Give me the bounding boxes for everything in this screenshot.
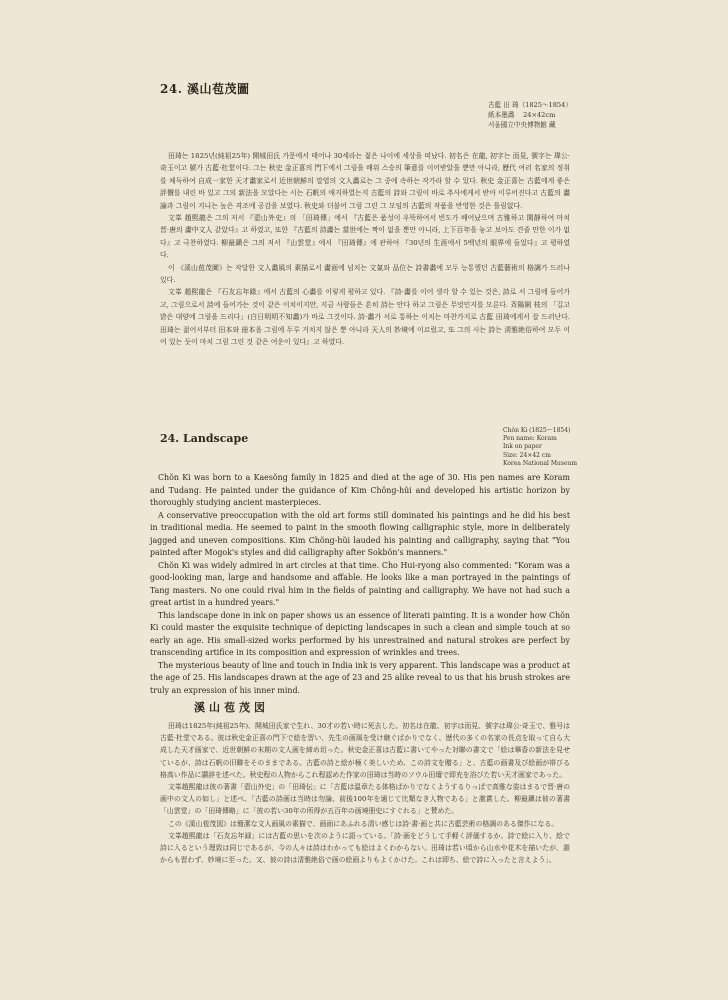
paragraph: 文峯趙熙龍は彼の著書「壺山外史」の「田琦伝」に「古藍は温章たる体格ばかりでなくようするりっぱで高雅な姿はまるで晋·唐の画中の文人の如し」と述べ、「古藍の詩画は当時は勿論、前後100年を通じて比類なき人物である」と激賞した。柳最鎭は彼の著書「山雲堂」の「田琦傳略」に「彼の若い30年の所得が五百年の画境册史にすぐれる」と賛めた。: [160, 783, 570, 816]
paragraph: 이 《溪山苞茂圖》는 작달한 文人畵風의 素描로서 畵面에 넘치는 文氣와 品位는 詩書畵에 모두 능통했던 古藍藝術의 格調가 드러나 있다.: [160, 263, 570, 285]
meta-line: Korea National Museum: [503, 459, 578, 467]
korean-body: [160, 150, 570, 349]
paragraph: Chŏn Ki was born to a Kaesŏng family in 1825 and died at the age of 30. His pen names are Koram and Tudang. He painted under the guidance of Kim Chŏng-hŭi and developed his artistic horizon by thoroughly studying ancient masterpieces.: [150, 473, 570, 507]
english-meta: [503, 427, 577, 468]
english-title: 24. Landscape: [160, 432, 249, 445]
paragraph: この《溪山苞茂図》は簡潔な文人画風の素描で、画面にあふれる清い感じは詩·書·画と共に古藍芸術の格調のある傑作になる。: [168, 819, 559, 828]
paragraph: This landscape done in ink on paper shows us an essence of literati painting. It is a wonder how Chŏn Ki could master the exquisite technique of depicting landscapes in such a clean and simple touch at so early an age. His small-sized works performed by his unrestrained and natural strokes are perfect by transcending artifice in its composition and expression of wrinkles and trees.: [150, 610, 570, 657]
korean-title: 24. 溪山苞茂圖: [160, 82, 250, 96]
korean-meta: [488, 100, 572, 130]
paragraph: 文峯 趙熙龍은 그의 저서 『壺山外史』의 「田琦傳」에서 『古藍은 품성이 우뚝하여서 빈도가 배어났으며 古雅하고 閑靜하여 마치 晋·唐의 畵中文人 같았다』고 하였고, 또한 『古藍의 詩畵는 當世에는 짝이 없을 뿐만 아니라, 上下百年을 놓고 보아도 견줄 만한 이가 없다』고 극찬하였다. 柳最鎭은 그의 저서 『山雲堂』에서 『田琦傳』에 관하여 『30년의 生涯에서 5백년의 眼界에 들었다』고 평하였다.: [160, 214, 570, 260]
meta-line: Ink on paper: [503, 443, 542, 451]
paragraph: Chŏn Ki was widely admired in art circles at that time. Cho Hui-ryong also commented: "Koram was a good-looking man, large and handsome and affable. He looks like a man portrayed in the paintings of Tang masters. No one could rival him in the fields of painting and calligraphy. We have not had such a great artist in a hundred years.": [150, 560, 570, 607]
paragraph: The mysterious beauty of line and touch in India ink is very apparent. This landscape was a product at the age of 25. His landscapes drawn at the age of 23 and 25 alike reveal to us that his brush strokes are truly an expression of his inner mind.: [150, 660, 570, 695]
meta-line: 서울國立中央博物館 藏: [488, 121, 556, 129]
paragraph: 文峯 趙熙龍은 『石友忘年錄』에서 古藍의 心畵를 이렇게 평하고 있다. 『詩·畵를 이어 생각 할 수 있는 것은, 詩로 서 그림에 들어가고, 그림으로서 詩에 들어가는 것이 같은 이치이지만, 지금 사람들은 흔히 詩는 안다 하고 그림은 무엇인지를 모른다. 斉陽園 枝의 「길고 밝은 대양에 그림을 드리다」(白日明明不知畵)가 바로 그것이다. 詩·畵가 서로 통하는 이치는 마찬가지로 古藍 田琦에게서 잘 드러난다. 田琦는 젊어서부터 田本와 冊本을 그림에 두루 거치지 않은 뿐 아니라 天人의 妙境에 이르렀고, 또 그의 시는 詩는 淸雅絶俗하여 모두 이어 있는 듯이 마치 그림 그린 것 같은 여운이 있다』고 하였다.: [160, 288, 570, 347]
japanese-title: 溪山苞茂図: [194, 701, 269, 714]
meta-line: Chŏn Ki (1825～1854): [503, 427, 571, 434]
japanese-body: [160, 720, 570, 866]
meta-line: 古藍 田 琦（1825～1854）: [488, 101, 572, 109]
paragraph: A conservative preoccupation with the old art forms still dominated his paintings and he did his best in traditional media. He seemed to paint in the smooth flowing calligraphic style, more in deliberately jagged and uneven compositions. Kim Chŏng-hŭi lauded his painting and calligraphy, saying that "You painted after Mogok's styles and did calligraphy after Sokbŏn's manners.": [150, 510, 570, 557]
meta-line: 紙本墨畵 24×42cm: [488, 111, 556, 119]
paragraph: 文峯趙熙龍は「石友忘年録」には古藍の思いを次のように語っている。「詩·画をどうして手軽く評価するか。詩で絵に入り、絵で詩に入るという理致は同じであるが、今の人々は詩はわかっても絵はよくわからない。田琦は若い頃から山水や花木を描いたが、誰からも習わず、妙境に至った。又、彼の詩は清雅絶俗で画の絵画よりもよくかけた。これは即ち、絵で詩に入ったと言えよう」。: [160, 831, 570, 865]
paragraph: 田琦は1825年(純祖25年)、開城田氏家で生れ、30才の若い時に死去した。初名は在龍、初字は而見、號字は瑋公·奇玉で、雅号は古藍·杜堂である。彼は秋史金正喜の門下で絵を習い、先生の画風を受け継ぐばかりでなく、歴代の多くの名家の長点を取って自ら大成した天才画家で、近世朝鮮の末期の文人画を締め切った。秋史金正喜は古藍に書いてやった対聯の書文で「絵は畢香の新法を見せているが、詩は石帆の旧聯をそのままである。古藍の詩と絵が極く美しいため、この詩文を贈る」と、古藍の画書及び絵画が帯びる格高い作品に讃辞を述べた。秋史程の人物からこれ程認めた作家の田琦は当時のソウル田壇で即充を浴びた若い天才画家であった。: [160, 722, 570, 779]
english-body: [150, 472, 570, 697]
meta-line: Size: 24×42 cm: [503, 451, 551, 459]
meta-line: Pen name: Koram: [503, 435, 557, 443]
paragraph: 田琦는 1825년(純祖25年) 開城田氏 가문에서 태어나 30세라는 젊은 나이에 세상을 떠났다. 初名은 在龍, 初字는 而見, 號字는 瑋公·奇玉이고 號가 古藍·杜堂이다. 그는 秋史 金正喜의 門下에서 그림을 배워 스승의 筆意를 이어받았을 뿐만 아니라, 歷代 여러 名家의 정취를 체득하여 自成一家한 天才畵家로서 近世朝鮮의 말엽의 文人畵로는 그 중에 속하는 작가라 할 수 있다. 秋史 金正喜는 古藍에게 좋은 評價를 내린 바 있고 그의 新法을 모았다는 시는 石帆의 애지하였는지 古藍의 詩와 그림이 바로 추사에게서 받아 이루어진다고 古藍의 畵論과 그림이 지니는 높은 격조에 공감을 보였다. 秋史와 더불어 그림 그린 그 모임의 古藍의 작품을 반영한 것은 틀림없다.: [160, 152, 570, 210]
